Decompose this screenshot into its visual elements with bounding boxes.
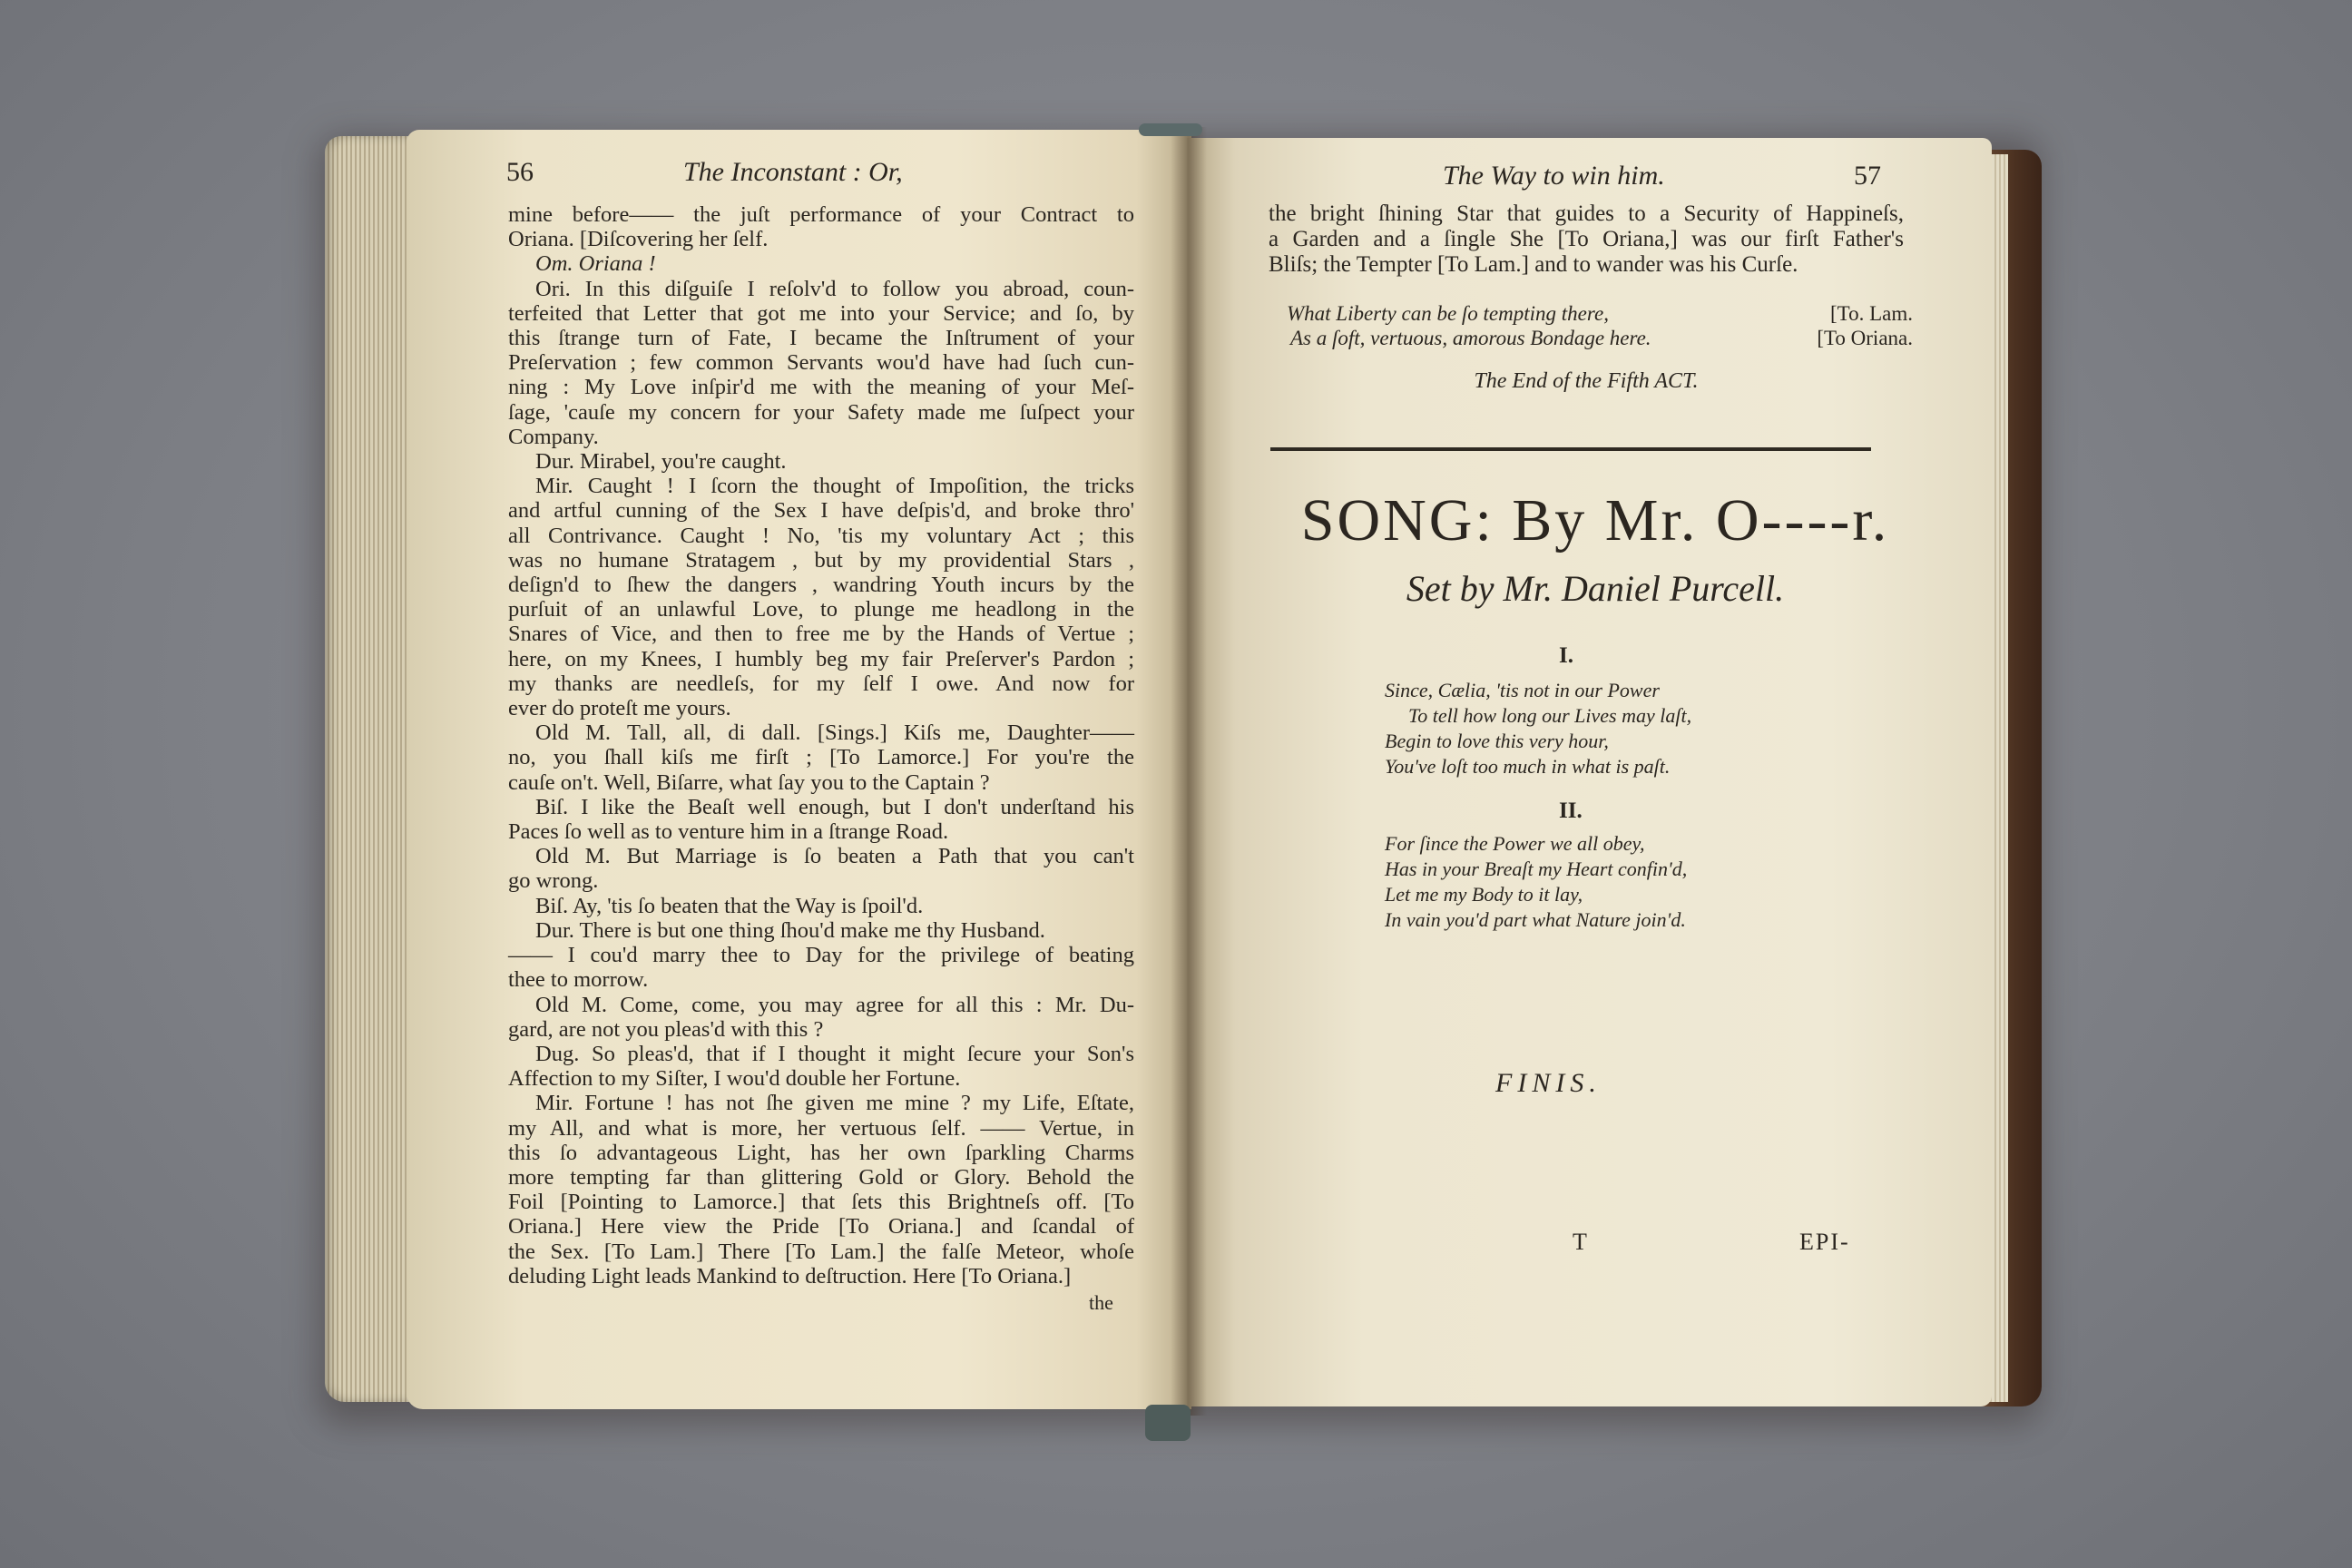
headband [1139, 123, 1202, 136]
stage-direction: [To Oriana. [1817, 327, 1913, 349]
act-end: The End of the Fifth ACT. [1474, 369, 1699, 393]
text-line: Dur. Mirabel, you're caught. [535, 449, 787, 475]
song-title: SONG: By Mr. O----r. [1300, 487, 1890, 554]
couplet [1287, 301, 1913, 350]
stanza-2 [1385, 831, 1687, 933]
stage-direction: [To. Lam. [1829, 302, 1913, 325]
text-line: here, on my Knees, I humbly beg my fair Preſerver's Pardon ; [508, 646, 1134, 671]
couplet-line [1287, 326, 1913, 350]
verse-line: Since, Cælia, 'tis not in our Power [1385, 679, 1660, 701]
right-page [1187, 138, 1992, 1406]
verse-line: Let me my Body to it lay, [1385, 883, 1583, 906]
left-running-title: The Inconstant : Or, [683, 157, 903, 187]
text-line: the Sex. [To Lam.] There [To Lam.] the falſe Meteor, whoſe [508, 1239, 1134, 1264]
book-gutter [1171, 127, 1207, 1416]
text-line: Ori. In this diſguiſe I reſolv'd to follow you abroad, coun- [535, 276, 1134, 301]
text-line: Paces ſo well as to venture him in a ſtrange Road. [508, 819, 949, 845]
text-line: this ſtrange turn of Fate, I became the Inſtrument of your [508, 326, 1134, 351]
signature-mark: T [1573, 1229, 1587, 1255]
left-catchword: the [1089, 1291, 1113, 1314]
text-line: ſage, 'cauſe my concern for your Safety made me ſuſpect your [508, 399, 1134, 425]
text-line: Old M. Come, come, you may agree for all this : Mr. Du- [535, 992, 1134, 1017]
stanza-1 [1385, 678, 1691, 779]
section-rule [1270, 447, 1871, 451]
text-line: and artful cunning of the Sex I have deſpis'd, and broke thro' [508, 498, 1134, 524]
finis: FINIS. [1495, 1068, 1602, 1098]
verse-line: For ſince the Power we all obey, [1385, 832, 1645, 855]
text-line: cauſe on't. Well, Biſarre, what ſay you to the Captain ? [508, 769, 990, 795]
stanza-number-2: II. [1559, 799, 1583, 823]
text-line: mine before—— the juſt performance of your Contract to [508, 202, 1134, 227]
right-page-number: 57 [1854, 161, 1881, 191]
text-line: all Contrivance. Caught ! No, 'tis my voluntary Act ; this [508, 523, 1134, 548]
text-line: Mir. Caught ! I ſcorn the thought of Impoſition, the tricks [535, 474, 1134, 499]
verse-line: You've loſt too much in what is paſt. [1385, 755, 1671, 778]
text-line: Old M. Tall, all, di dall. [Sings.] Kiſs me, Daughter—— [535, 720, 1134, 746]
text-line: Mir. Fortune ! has not ſhe given me mine ? my Life, Eſtate, [535, 1091, 1134, 1116]
left-page [407, 130, 1191, 1409]
verse-line: Begin to love this very hour, [1385, 730, 1609, 752]
text-line: Oriana.] Here view the Pride [To Oriana.] and ſcandal of [508, 1214, 1134, 1240]
couplet-text: What Liberty can be ſo tempting there, [1287, 302, 1609, 325]
tailband [1145, 1405, 1191, 1441]
text-line: Foil [Pointing to Lamorce.] that ſets this Brightneſs off. [To [508, 1190, 1134, 1215]
text-line: Company. [508, 424, 599, 449]
couplet-line [1287, 301, 1913, 326]
text-line: ever do proteſt me yours. [508, 696, 731, 721]
text-line: a Garden and a ſingle She [To Oriana,] was our firſt Father's [1269, 227, 1904, 251]
text-line: purſuit of an unlawful Love, to plunge me headlong in the [508, 597, 1134, 622]
text-line: Old M. But Marriage is ſo beaten a Path that you can't [535, 844, 1134, 869]
stanza-number-1: I. [1559, 643, 1573, 668]
verse-line: Has in your Breaſt my Heart confin'd, [1385, 858, 1688, 880]
text-line: Preſervation ; few common Servants wou'd have had ſuch cun- [508, 350, 1134, 376]
text-line: this ſo advantageous Light, has her own ſparkling Charms [508, 1140, 1134, 1165]
text-line: Biſ. Ay, 'tis ſo beaten that the Way is ſpoil'd. [535, 893, 924, 918]
left-text-block [508, 202, 1134, 1289]
verse-line: To tell how long our Lives may laſt, [1408, 704, 1692, 727]
text-line: ning : My Love inſpir'd me with the meaning of your Meſ- [508, 375, 1134, 400]
text-line: terfeited that Letter that got me into your Service; and ſo, by [508, 300, 1134, 326]
text-line: deſign'd to ſhew the dangers , wandring Youth incurs by the [508, 573, 1134, 598]
couplet-text: As a ſoft, vertuous, amorous Bondage here. [1290, 327, 1651, 349]
text-line: more tempting far than glittering Gold or Glory. Behold the [508, 1164, 1134, 1190]
text-line: go wrong. [508, 868, 599, 894]
text-line: Om. Oriana ! [535, 251, 656, 277]
right-running-title: The Way to win him. [1443, 161, 1665, 191]
verse-line: In vain you'd part what Nature join'd. [1385, 908, 1686, 931]
text-line: Oriana. [Diſcovering her ſelf. [508, 227, 769, 252]
text-line: my thanks are needleſs, for my ſelf I owe. And now for [508, 671, 1134, 696]
text-line: Bliſs; the Tempter [To Lam.] and to wander was his Curſe. [1269, 252, 1798, 277]
text-line: Snares of Vice, and then to free me by the Hands of Vertue ; [508, 622, 1134, 647]
right-text-block [1269, 201, 1904, 278]
text-line: Biſ. I like the Beaſt well enough, but I don't underſtand his [535, 794, 1134, 819]
text-line: thee to morrow. [508, 967, 649, 993]
text-line: was no humane Stratagem , but by my providential Stars , [508, 547, 1134, 573]
text-line: no, you ſhall kiſs me firſt ; [To Lamorce.] For you're the [508, 745, 1134, 770]
text-line: Affection to my Siſter, I wou'd double her Fortune. [508, 1066, 961, 1092]
text-line: —— I cou'd marry thee to Day for the privilege of beating [508, 943, 1134, 968]
text-line: gard, are not you pleas'd with this ? [508, 1016, 824, 1042]
text-line: Dur. There is but one thing ſhou'd make me thy Husband. [535, 917, 1045, 943]
text-line: deluding Light leads Mankind to deſtruction. Here [To Oriana.] [508, 1263, 1072, 1289]
song-subtitle: Set by Mr. Daniel Purcell. [1406, 568, 1785, 609]
text-line: Dug. So pleas'd, that if I thought it might ſecure your Son's [535, 1041, 1134, 1066]
text-line: my All, and what is more, her vertuous ſelf. —— Vertue, in [508, 1115, 1134, 1141]
catchword: EPI- [1799, 1229, 1850, 1255]
left-page-number: 56 [506, 157, 534, 187]
text-line: the bright ſhining Star that guides to a Security of Happineſs, [1269, 201, 1904, 226]
